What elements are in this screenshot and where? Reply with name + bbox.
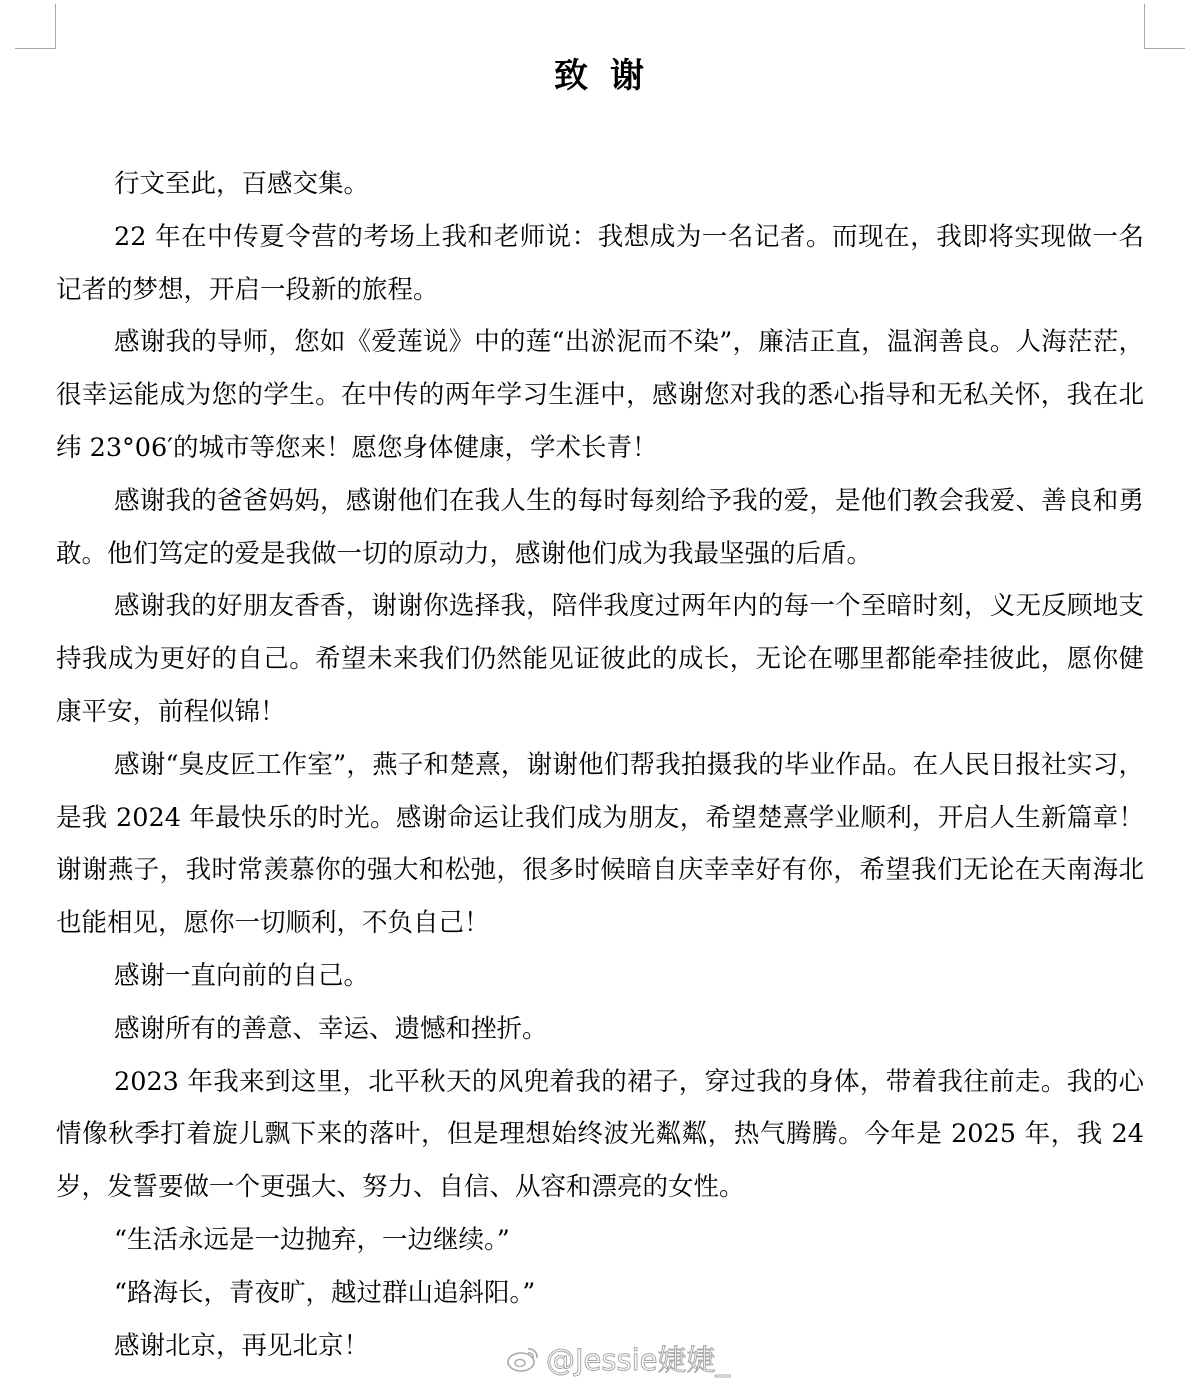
- paragraph: “路海长，青夜旷，越过群山追斜阳。”: [114, 1277, 536, 1308]
- paragraph: 22 年在中传夏令营的考场上我和老师说：我想成为一名记者。而现在，我即将实现做一名记者的梦想，开启一段新的旅程。: [56, 221, 1144, 305]
- paragraph: 感谢我的爸爸妈妈，感谢他们在我人生的每时每刻给予我的爱，是他们教会我爱、善良和勇敢。他们笃定的爱是我做一切的原动力，感谢他们成为我最坚强的后盾。: [56, 485, 1144, 569]
- document-body: [56, 158, 1144, 1372]
- paragraph: 感谢我的导师，您如《爱莲说》中的莲“出淤泥而不染”，廉洁正直，温润善良。人海茫茫，很幸运能成为您的学生。在中传的两年学习生涯中，感谢您对我的悉心指导和无私关怀，我在北纬 23°06′的城市等您来！愿您身体健康，学术长青！: [56, 327, 1144, 463]
- paragraph: 感谢一直向前的自己。: [114, 960, 370, 991]
- watermark-text: @Jessie婕婕_: [545, 1343, 730, 1377]
- crop-mark-top-right: [1144, 4, 1185, 49]
- paragraph: 行文至此，百感交集。: [114, 169, 370, 199]
- paragraph: 2023 年我来到这里，北平秋天的风兜着我的裙子，穿过我的身体，带着我往前走。我的心情像秋季打着旋儿飘下来的落叶，但是理想始终波光粼粼，热气腾腾。今年是 2025 年，我 24 岁，发誓要做一个更强大、努力、自信、从容和漂亮的女性。: [56, 1066, 1144, 1203]
- paragraph: 感谢“臭皮匠工作室”，燕子和楚熹，谢谢他们帮我拍摄我的毕业作品。在人民日报社实习，是我 2024 年最快乐的时光。感谢命运让我们成为朋友，希望楚熹学业顺利，开启人生新篇章！谢谢燕子，我时常羡慕你的强大和松弛，很多时候暗自庆幸幸好有你，希望我们无论在天南海北也能相见，愿你一切顺利，不负自己！: [56, 749, 1144, 939]
- watermark: [506, 1338, 730, 1379]
- page-title: 致谢: [554, 56, 666, 96]
- paragraph: 感谢北京，再见北京！: [114, 1330, 370, 1361]
- weibo-icon: [506, 1345, 540, 1373]
- crop-mark-top-left: [15, 4, 56, 49]
- paragraph: “生活永远是一边抛弃，一边继续。”: [114, 1224, 510, 1255]
- paragraph: 感谢我的好朋友香香，谢谢你选择我，陪伴我度过两年内的每一个至暗时刻，义无反顾地支持我成为更好的自己。希望未来我们仍然能见证彼此的成长，无论在哪里都能牵挂彼此，愿你健康平安，前程似锦！: [56, 591, 1144, 727]
- paragraph: 感谢所有的善意、幸运、遗憾和挫折。: [114, 1013, 548, 1044]
